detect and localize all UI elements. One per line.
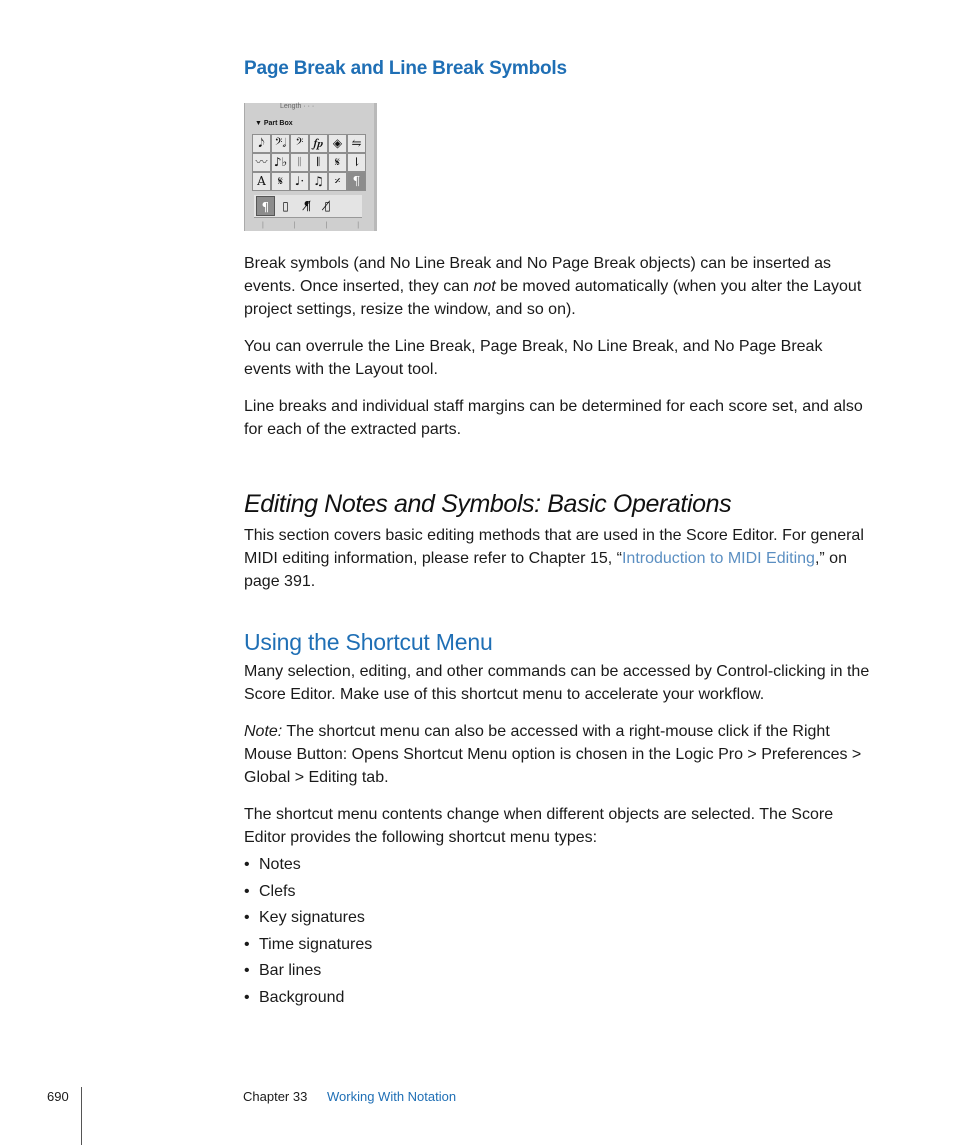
paragraph-text: be moved automatically (when you alter the Layout project settings, resize the window, and so on). — [244, 278, 862, 318]
footer-chapter: Chapter 33 — [243, 1089, 308, 1104]
paragraph-text: This section covers basic editing methods that are used in the Score Editor. For general MIDI editing information, please refer to Chapter 15, “ — [244, 527, 864, 567]
bullet-icon: • — [244, 882, 250, 900]
list-item-label: Key signatures — [259, 909, 365, 926]
page-break-icon[interactable]: ▯ — [282, 199, 289, 213]
part-box-symbol[interactable]: 𝄁 — [290, 153, 309, 172]
footer-divider — [81, 1087, 82, 1145]
part-box-symbol[interactable]: 𝄎 — [328, 172, 347, 191]
paragraph-editing-intro — [244, 524, 872, 593]
part-box-symbol[interactable]: 〰 — [252, 153, 271, 172]
ruler-ticks: | | | | — [262, 222, 374, 229]
paragraph-text: Many selection, editing, and other commands can be accessed by Control-clicking in the Score Editor. Make use of this shortcut menu to accelerate your workflow. — [244, 663, 870, 703]
part-box-symbol[interactable]: ⇂ — [347, 153, 366, 172]
no-page-break-icon[interactable]: ▯̸ — [324, 199, 331, 213]
paragraph-text: Line breaks and individual staff margins can be determined for each score set, and also for each of the extracted parts. — [244, 398, 863, 438]
shortcut-menu-types-list — [244, 853, 372, 1012]
list-item — [244, 986, 372, 1013]
part-box-symbol[interactable]: 𝄋 — [328, 153, 347, 172]
page-number: 690 — [47, 1089, 69, 1104]
part-box-symbol[interactable]: 𝄋 — [271, 172, 290, 191]
midi-editing-link[interactable]: Introduction to MIDI Editing — [621, 550, 815, 567]
part-box-symbol[interactable]: 𝅘𝅥𝅮 — [252, 134, 271, 153]
bullet-icon: • — [244, 856, 250, 873]
list-item-label: Clefs — [259, 882, 296, 900]
list-item-label: Bar lines — [259, 962, 322, 979]
list-item — [244, 933, 372, 960]
section-heading-shortcut-menu: Using the Shortcut Menu — [244, 629, 493, 655]
section-heading-page-break: Page Break and Line Break Symbols — [244, 58, 567, 79]
line-break-icon[interactable]: ¶ — [256, 196, 275, 216]
part-box-symbol[interactable]: ◈ — [328, 134, 347, 153]
paragraph-menu-types — [244, 803, 872, 849]
paragraph-line-breaks — [244, 395, 872, 441]
part-box-symbol[interactable]: ♩· — [290, 172, 309, 191]
part-box-length-label: Length · · · — [280, 103, 315, 110]
part-box-symbol[interactable]: ♪♭ — [271, 153, 290, 172]
paragraph-text: The shortcut menu can also be accessed with a right-mouse click if the Right Mouse Button: Opens Shortcut Menu option is chosen in the Logic Pro > Preferences > Global > Editing tab. — [244, 723, 862, 786]
chapter-section-heading: Editing Notes and Symbols: Basic Operations — [244, 490, 732, 518]
paragraph-shortcut-intro — [244, 660, 872, 706]
part-box-symbol[interactable]: 𝆑𝆏 — [309, 134, 328, 153]
list-item-label: Background — [259, 988, 345, 1006]
note-paragraph — [244, 720, 872, 789]
part-box-symbol[interactable]: ⇋ — [347, 134, 366, 153]
paragraph-overrule — [244, 335, 872, 381]
emphasis-text: not — [473, 278, 496, 295]
part-box-break-group-selected[interactable]: ¶ — [347, 172, 366, 191]
paragraph-text: ,” on page 391. — [244, 550, 847, 590]
list-item-label: Time signatures — [259, 935, 373, 953]
note-label: Note: — [244, 723, 283, 740]
break-symbol-row — [254, 195, 362, 218]
bullet-icon: • — [244, 962, 250, 979]
part-box-symbol[interactable]: A — [252, 172, 271, 191]
paragraph-text: Break symbols (and No Line Break and No Page Break objects) can be inserted as events. Once inserted, they can — [244, 255, 831, 295]
bullet-icon: • — [244, 988, 250, 1006]
part-box-symbol[interactable]: 𝄢𝅗𝅥 — [271, 134, 290, 153]
list-item — [244, 959, 372, 986]
part-box-symbol[interactable]: 𝄃 — [309, 153, 328, 172]
footer-chapter-title: Working With Notation — [327, 1089, 457, 1104]
part-box-symbol[interactable]: 𝄢 — [290, 134, 309, 153]
part-box-header: ▼ Part Box — [255, 120, 293, 127]
paragraph-text: You can overrule the Line Break, Page Break, No Line Break, and No Page Break events with the Layout tool. — [244, 338, 823, 378]
list-item — [244, 906, 372, 933]
list-item-label: Notes — [259, 856, 301, 873]
list-item — [244, 880, 372, 907]
list-item — [244, 853, 372, 880]
bullet-icon: • — [244, 909, 250, 926]
part-box-symbol[interactable]: ♫ — [309, 172, 328, 191]
paragraph-text: The shortcut menu contents change when different objects are selected. The Score Editor provides the following shortcut menu types: — [244, 806, 834, 846]
paragraph-break-symbols — [244, 252, 872, 321]
bullet-icon: • — [244, 935, 250, 953]
no-line-break-icon[interactable]: ¶̸ — [303, 199, 312, 213]
part-box-symbol-grid — [252, 134, 366, 191]
